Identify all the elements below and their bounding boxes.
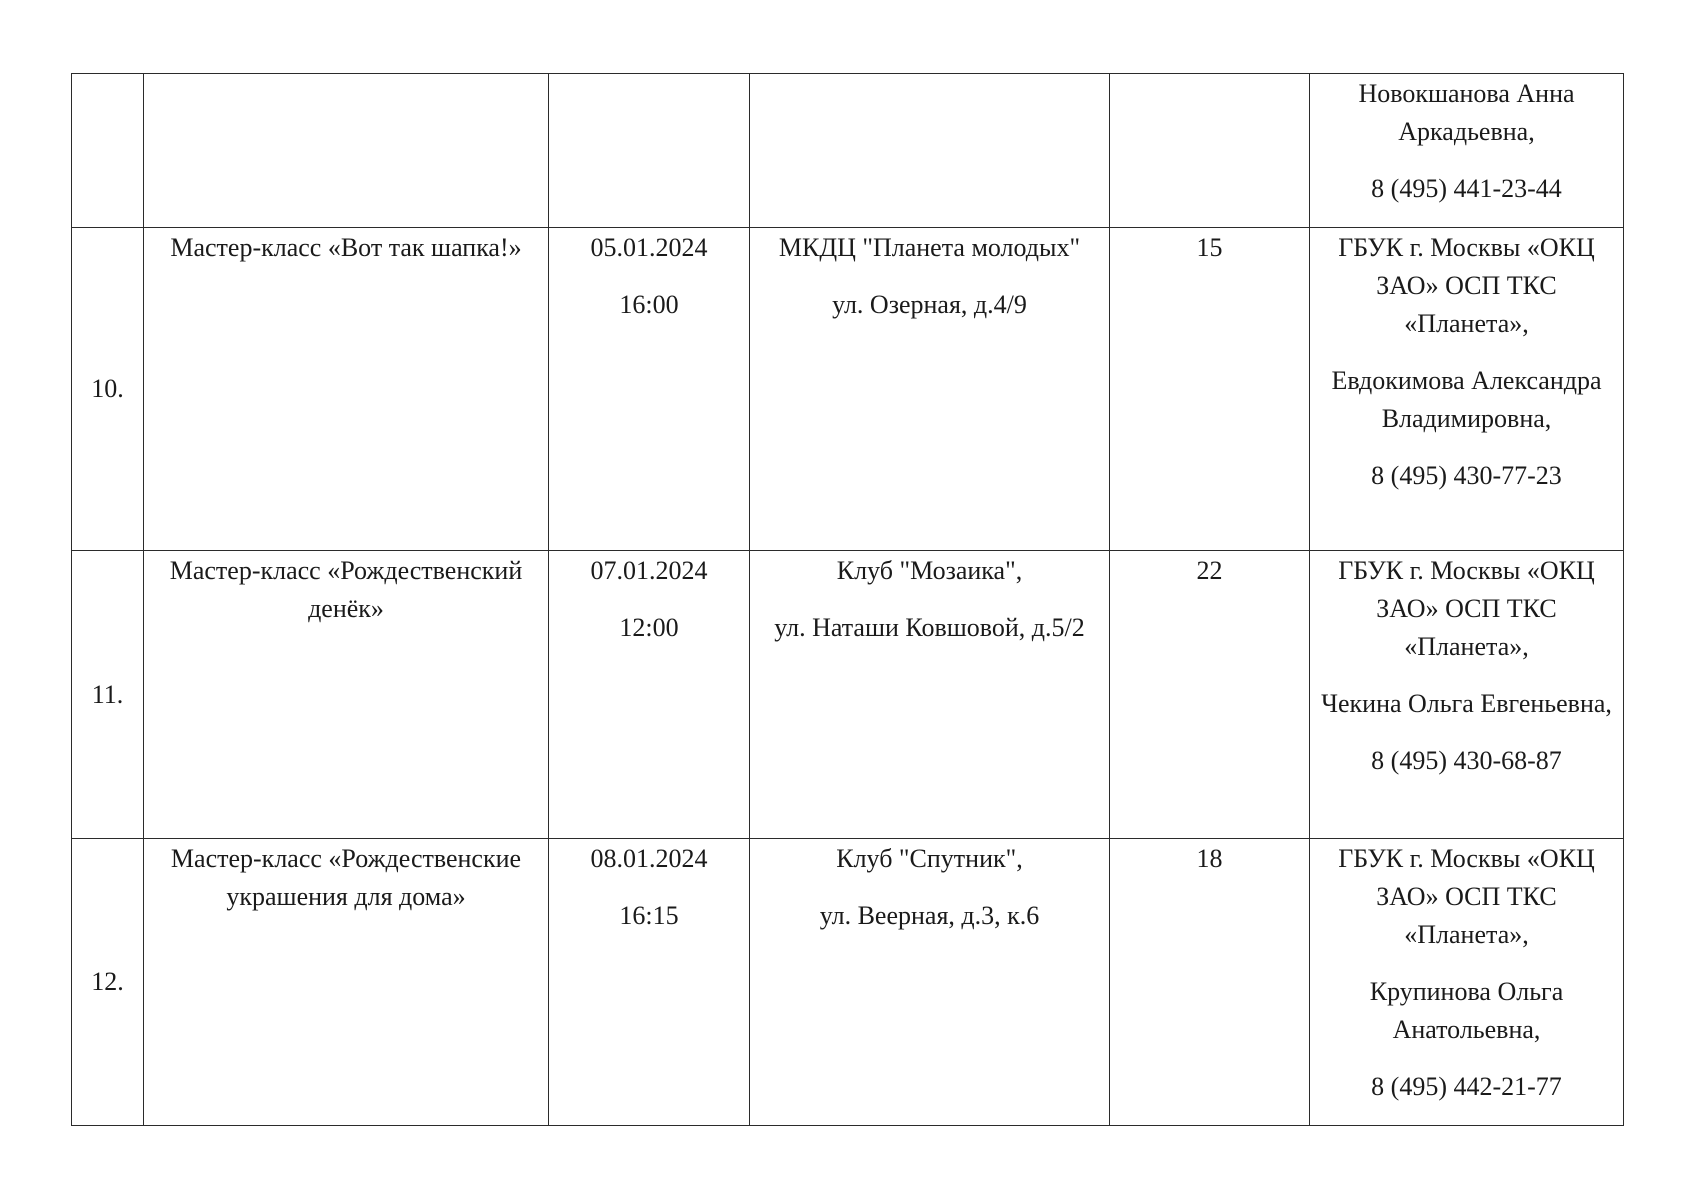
event-title: Мастер-класс «Рождественский денёк» — [169, 556, 523, 623]
event-date: 08.01.2024 — [590, 844, 708, 873]
venue-cell — [750, 839, 1110, 1126]
table-row — [72, 74, 1624, 228]
venue-address: ул. Веерная, д.3, к.6 — [819, 901, 1040, 930]
venue-name: Клуб "Спутник", — [836, 844, 1023, 873]
row-number-cell — [72, 839, 144, 1126]
participants-cell — [1110, 839, 1310, 1126]
organizer-cell — [1310, 839, 1624, 1126]
event-time: 12:00 — [619, 613, 679, 642]
participants-count: 18 — [1196, 844, 1223, 873]
contact-phone: 8 (495) 430-77-23 — [1371, 461, 1562, 490]
row-number: 12. — [91, 967, 124, 996]
venue-name: Клуб "Мозаика", — [836, 556, 1023, 585]
event-date: 05.01.2024 — [590, 233, 708, 262]
event-cell — [144, 839, 549, 1126]
row-number: 10. — [91, 374, 124, 403]
participants-cell — [1110, 551, 1310, 839]
organizer-name: ГБУК г. Москвы «ОКЦ ЗАО» ОСП ТКС «Планета», — [1338, 844, 1595, 949]
participants-count: 22 — [1196, 556, 1223, 585]
organizer-cell — [1310, 74, 1624, 228]
contact-person: Чекина Ольга Евгеньевна, — [1321, 689, 1612, 718]
contact-person: Евдокимова Александра Владимировна, — [1331, 366, 1602, 433]
venue-cell — [750, 551, 1110, 839]
contact-phone: 8 (495) 430-68-87 — [1371, 746, 1562, 775]
contact-phone: 8 (495) 442-21-77 — [1371, 1072, 1562, 1101]
venue-cell — [750, 228, 1110, 551]
event-date: 07.01.2024 — [590, 556, 708, 585]
participants-count: 15 — [1196, 233, 1223, 262]
table-row — [72, 228, 1624, 551]
datetime-cell — [549, 74, 750, 228]
row-number: 11. — [91, 679, 124, 709]
datetime-cell — [549, 228, 750, 551]
event-title: Мастер-класс «Рождественские украшения для дома» — [170, 844, 522, 911]
organizer-cell — [1310, 228, 1624, 551]
contact-phone: 8 (495) 441-23-44 — [1371, 174, 1562, 203]
events-table — [71, 73, 1624, 1126]
table-row — [72, 839, 1624, 1126]
venue-cell — [750, 74, 1110, 228]
venue-name: МКДЦ "Планета молодых" — [778, 233, 1081, 262]
table-row — [72, 551, 1624, 839]
venue-address: ул. Озерная, д.4/9 — [832, 290, 1027, 319]
organizer-name: ГБУК г. Москвы «ОКЦ ЗАО» ОСП ТКС «Планета», — [1338, 233, 1595, 338]
event-title: Мастер-класс «Вот так шапка!» — [170, 233, 522, 262]
datetime-cell — [549, 839, 750, 1126]
event-time: 16:15 — [619, 901, 679, 930]
row-number-cell — [72, 551, 144, 839]
event-time: 16:00 — [619, 290, 679, 319]
event-cell — [144, 551, 549, 839]
event-cell — [144, 228, 549, 551]
contact-person: Новокшанова Анна Аркадьевна, — [1358, 79, 1575, 146]
participants-cell — [1110, 74, 1310, 228]
contact-person: Крупинова Ольга Анатольевна, — [1369, 977, 1564, 1044]
row-number-cell — [72, 74, 144, 228]
organizer-name: ГБУК г. Москвы «ОКЦ ЗАО» ОСП ТКС «Планета», — [1338, 556, 1595, 661]
organizer-cell — [1310, 551, 1624, 839]
row-number-cell — [72, 228, 144, 551]
datetime-cell — [549, 551, 750, 839]
participants-cell — [1110, 228, 1310, 551]
event-cell — [144, 74, 549, 228]
venue-address: ул. Наташи Ковшовой, д.5/2 — [774, 613, 1085, 642]
